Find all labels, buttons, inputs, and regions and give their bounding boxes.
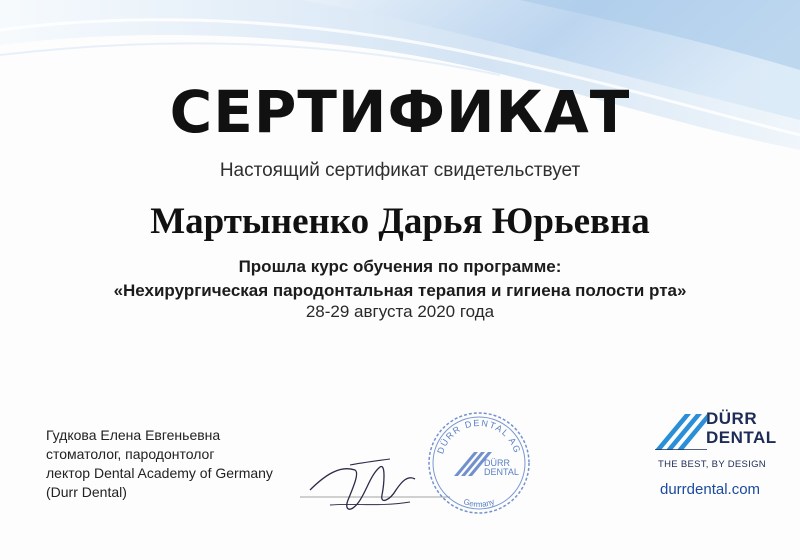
recipient-name: Мартыненко Дарья Юрьевна [150,201,650,242]
brand-name-line2: DENTAL [706,428,777,447]
lecturer-name: Гудкова Елена Евгеньевна [46,427,221,443]
certificate-attests-text: Настоящий сертификат свидетельствует [219,160,581,181]
stamp-logo-line2: DENTAL [484,467,519,477]
brand-name-line1: DÜRR [706,409,758,428]
stamp-logo-line1: DÜRR [484,458,510,468]
lecturer-block [46,426,273,502]
stamp-bottom-text: Germany [462,497,496,510]
certificate-title: СЕРТИФИКАТ [169,78,631,146]
durr-dental-logo-icon [655,410,707,450]
lecturer-company: (Durr Dental) [46,484,127,500]
brand-tagline: THE BEST, BY DESIGN [658,459,766,470]
course-name: «Нехирургическая пародонтальная терапия и гигиена полости рта» [113,281,687,300]
course-intro-text: Прошла курс обучения по программе: [238,257,562,276]
brand-website-link[interactable]: durrdental.com [660,481,761,498]
course-dates: 28-29 августа 2020 года [305,302,495,321]
stamp-top-text: DÜRR DENTAL AG [435,417,523,456]
lecturer-role: стоматолог, пародонтолог [46,446,215,462]
company-stamp [424,408,534,518]
lecturer-position: лектор Dental Academy of Germany [46,465,273,481]
